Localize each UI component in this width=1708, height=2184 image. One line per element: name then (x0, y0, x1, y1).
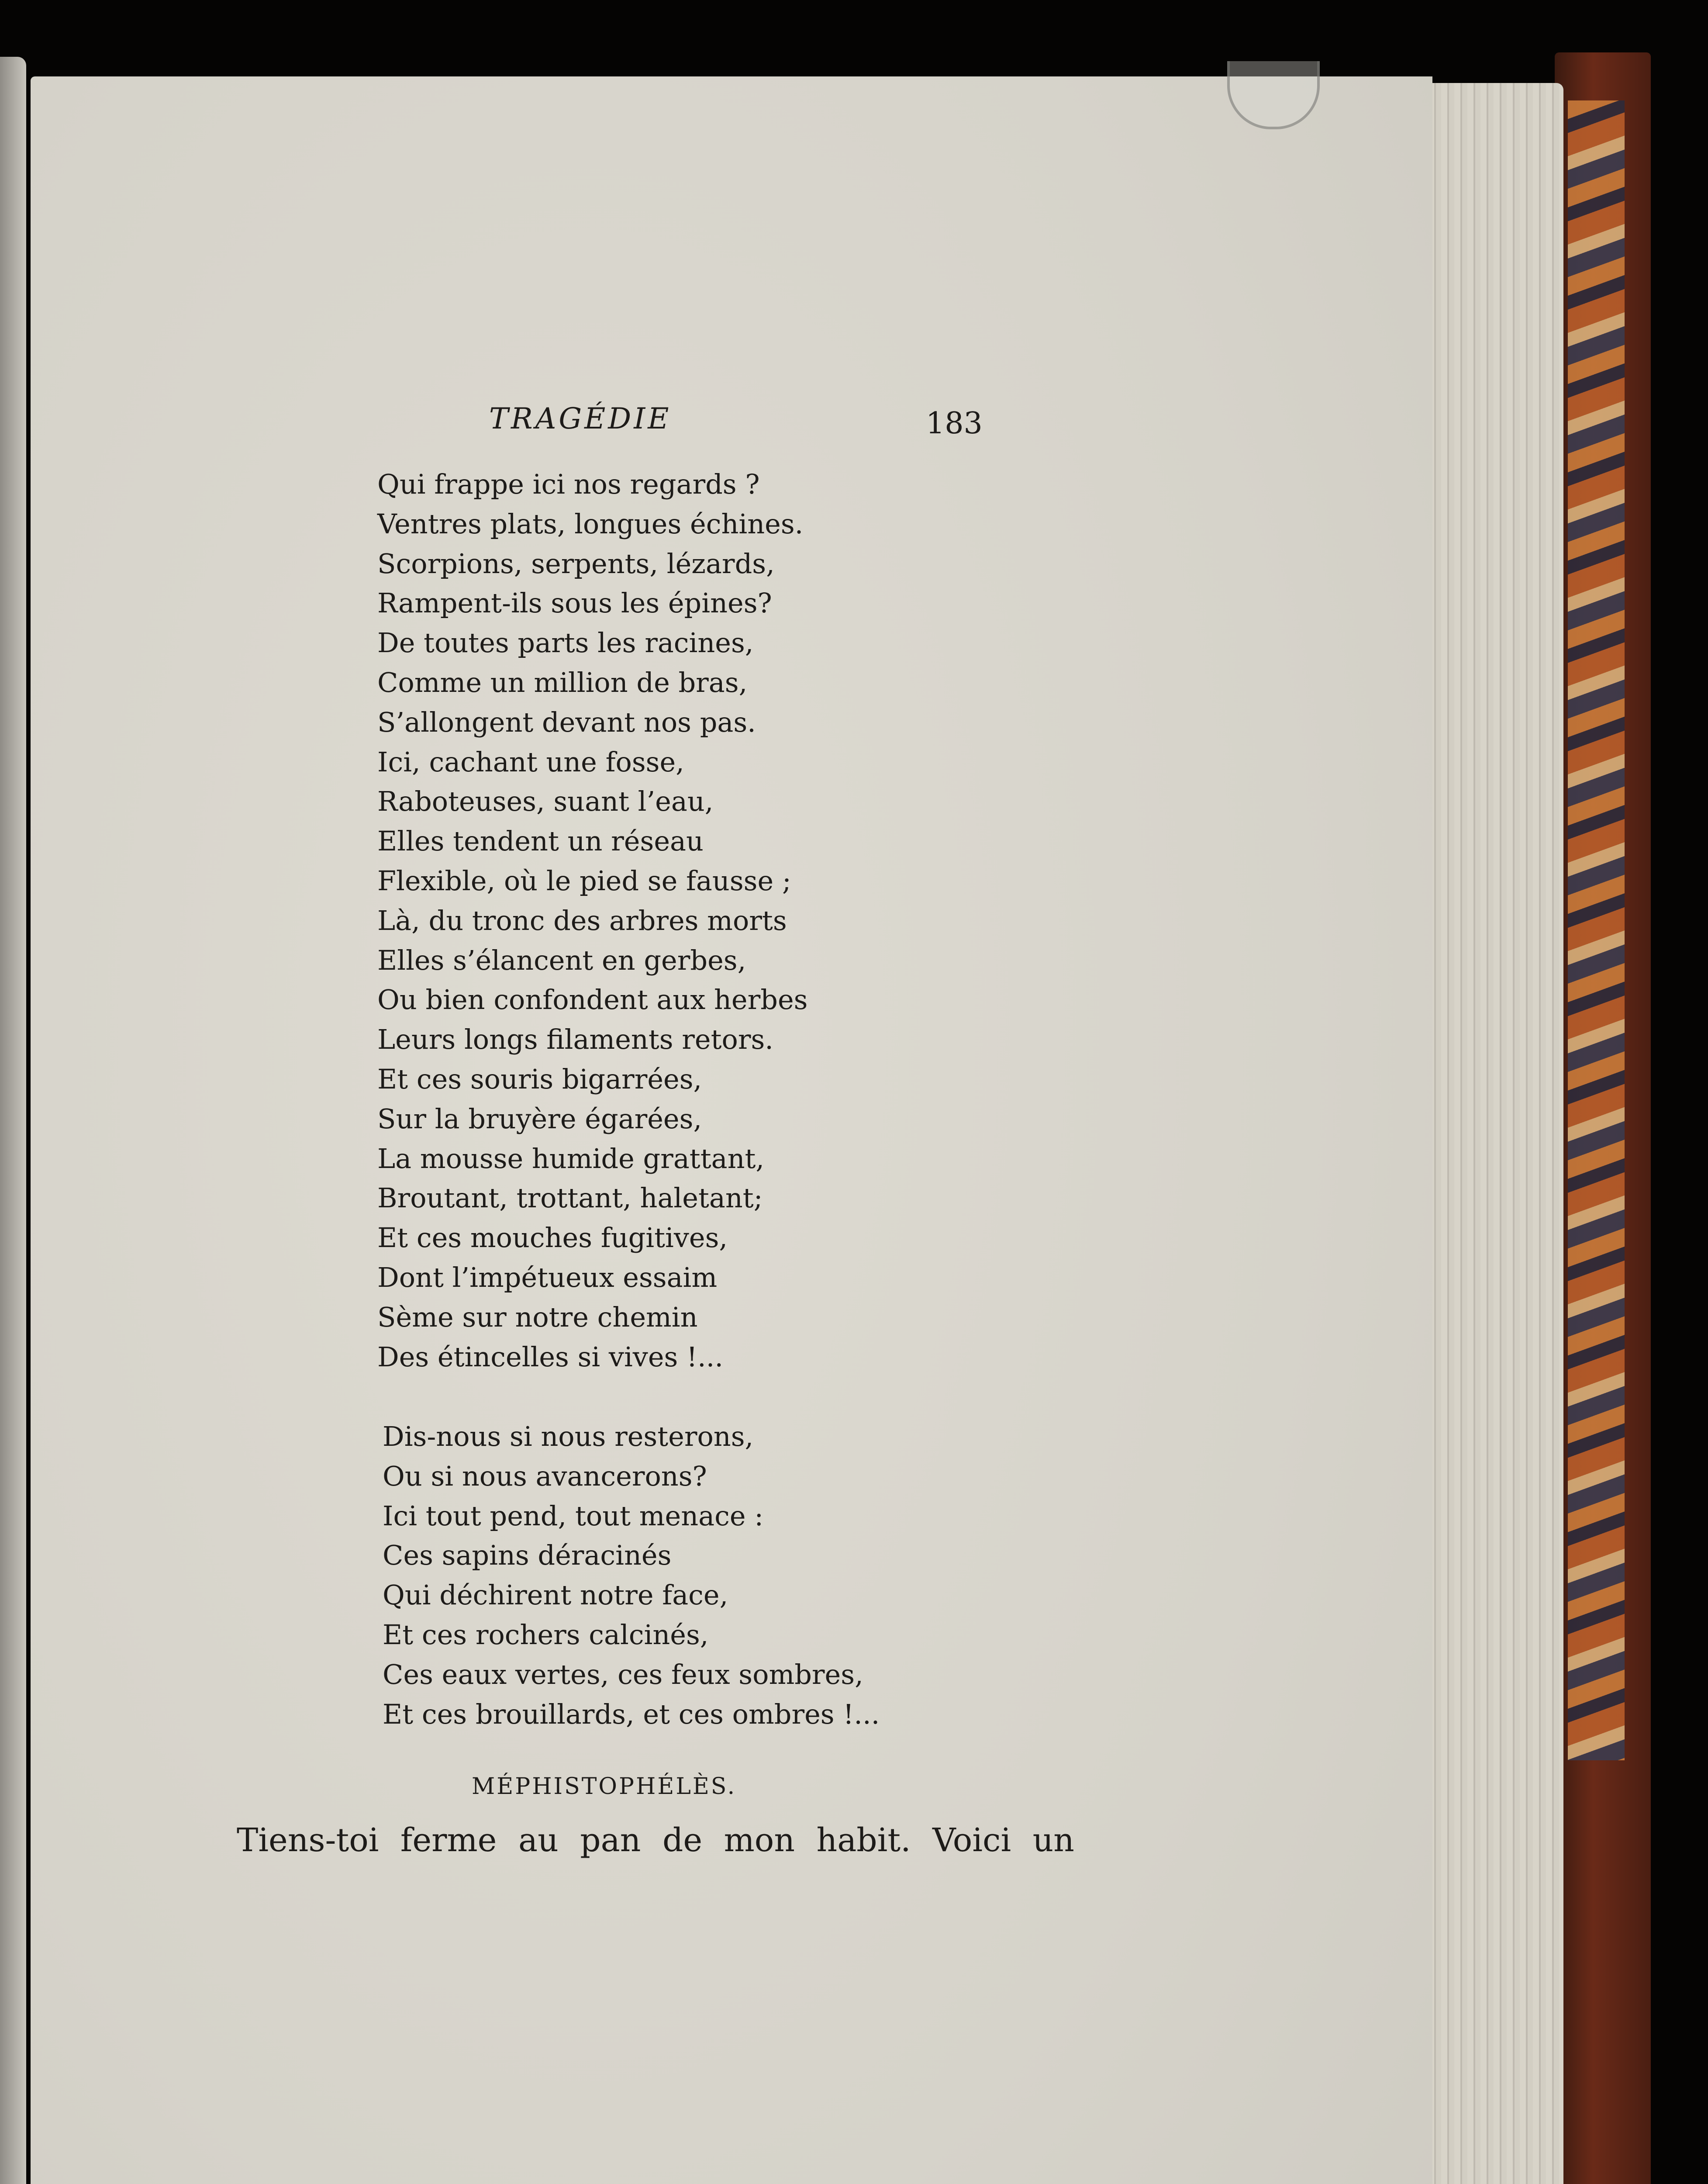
verse-line: Leurs longs filaments retors. (377, 1023, 773, 1056)
running-head: TRAGÉDIE (489, 402, 672, 435)
verse-line: La mousse humide grattant, (377, 1142, 765, 1175)
verse-line: Là, du tronc des arbres morts (377, 904, 787, 936)
verse-line: Et ces rochers calcinés, (383, 1618, 709, 1651)
verse-line: Des étincelles si vives !... (377, 1341, 724, 1373)
verse-line: S’allongent devant nos pas. (377, 706, 756, 738)
verse-line: Et ces mouches fugitives, (377, 1222, 728, 1254)
speaker-name: MÉPHISTOPHÉLÈS. (472, 1773, 737, 1800)
verse-line: Ventres plats, longues échines. (377, 508, 804, 540)
verse-line: Ici, cachant une fosse, (377, 746, 684, 778)
verse-line: Qui déchirent notre face, (383, 1579, 728, 1611)
verse-line: Ici tout pend, tout menace : (383, 1500, 764, 1532)
verse-line: Flexible, où le pied se fausse ; (377, 864, 791, 897)
verse-line: Elles s’élancent en gerbes, (377, 944, 746, 976)
verse-line: Comme un million de bras, (377, 666, 748, 698)
verse-line: Dis-nous si nous resterons, (383, 1420, 754, 1452)
verse-line: De toutes parts les racines, (377, 627, 754, 659)
verse-line: Dont l’impétueux essaim (377, 1261, 718, 1293)
verse-line: Elles tendent un réseau (377, 825, 704, 857)
verse-line: Scorpions, serpents, lézards, (377, 547, 775, 580)
verse-line: Sème sur notre chemin (377, 1301, 698, 1333)
prose-line: Tiens-toi ferme au pan de mon habit. Voici un (237, 1821, 1074, 1859)
page-number: 183 (926, 406, 983, 441)
page-stack-edge (1415, 83, 1563, 2184)
verse-line: Ces sapins déracinés (383, 1539, 672, 1572)
verse-stanza-1 (377, 465, 1032, 1377)
verse-line: Ou bien confondent aux herbes (377, 984, 808, 1016)
verse-line: Et ces souris bigarrées, (377, 1063, 702, 1095)
left-page-edge (0, 57, 26, 2184)
marbled-endpaper (1568, 100, 1625, 1760)
verse-line: Sur la bruyère égarées, (377, 1102, 702, 1135)
verse-line: Et ces brouillards, et ces ombres !... (383, 1698, 880, 1730)
verse-line: Broutant, trottant, haletant; (377, 1182, 763, 1214)
verse-line: Qui frappe ici nos regards ? (377, 468, 760, 500)
verse-line: Ou si nous avancerons? (383, 1460, 707, 1492)
verse-line: Rampent-ils sous les épines? (377, 587, 772, 619)
verse-line: Ces eaux vertes, ces feux sombres, (383, 1658, 863, 1690)
verse-line: Raboteuses, suant l’eau, (377, 785, 714, 818)
verse-stanza-2 (383, 1417, 1038, 1734)
